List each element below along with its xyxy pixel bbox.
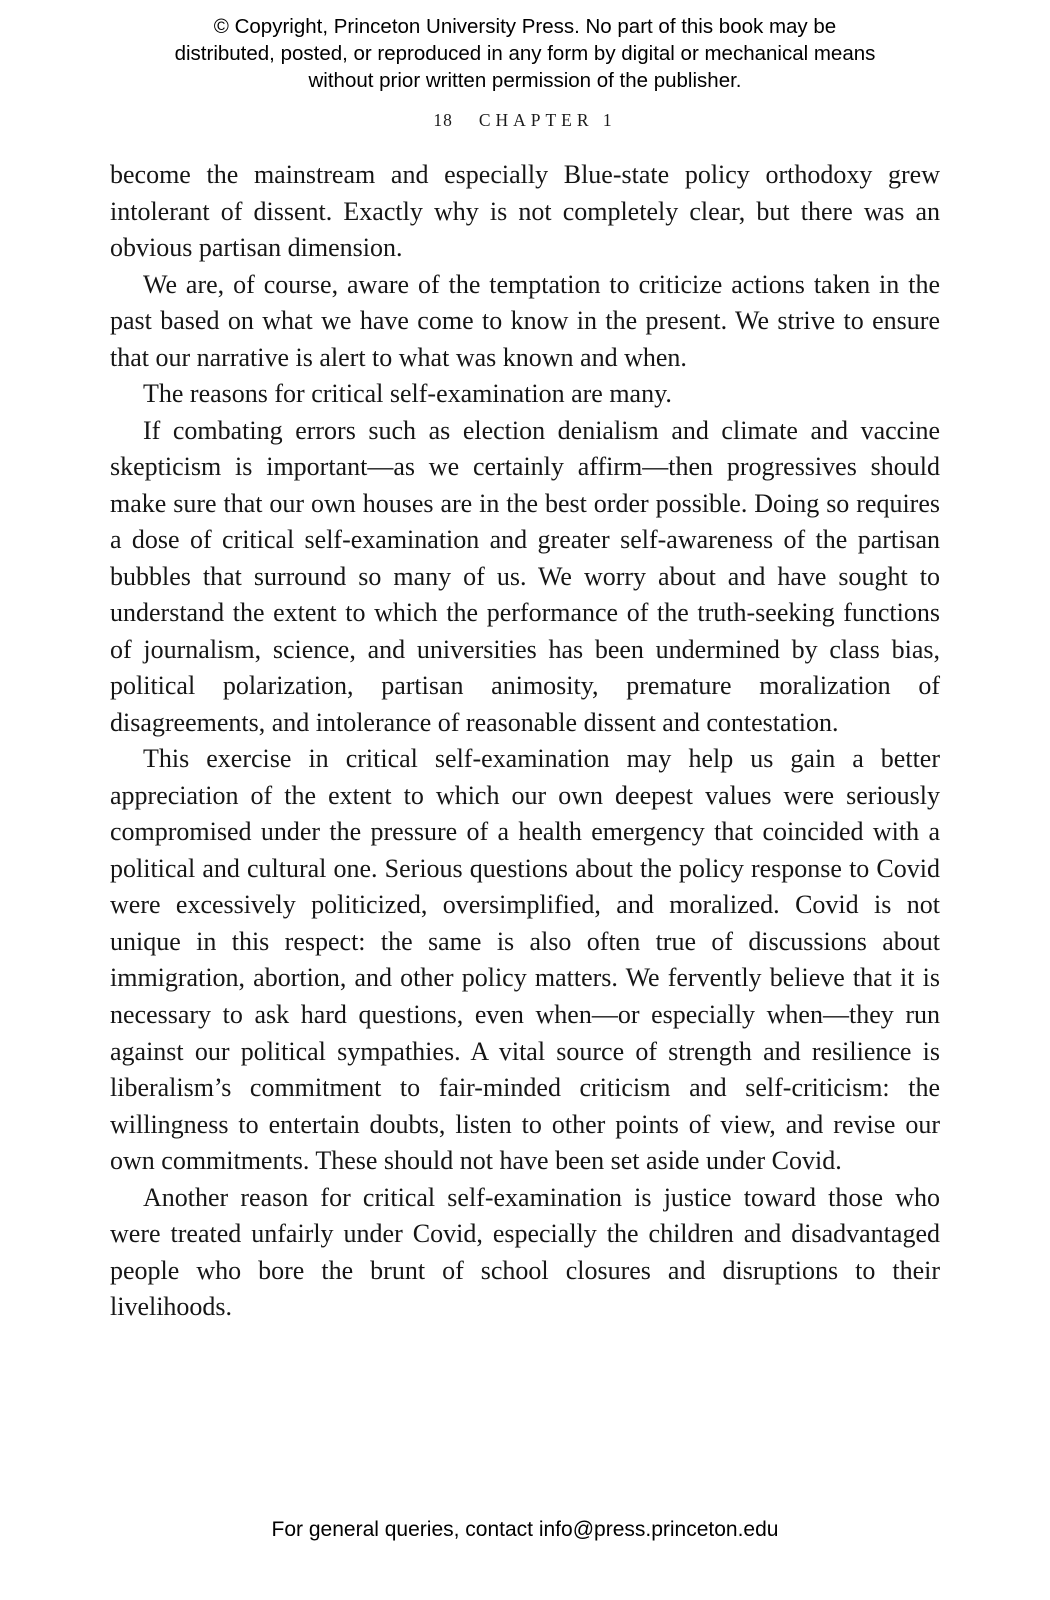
footer-contact: For general queries, contact info@press.princeton.edu [271, 1518, 779, 1541]
running-head [0, 110, 1050, 131]
page-number: 18 [433, 110, 453, 131]
copyright-notice: © Copyright, Princeton University Press. No part of this book may be distributed, posted, or reproduced in any form by digital or mechanical means without prior written permission of the publisher. [174, 15, 876, 93]
body-paragraph: become the mainstream and especially Blue-state policy orthodoxy grew intolerant of dissent. Exactly why is not completely clear, but there was an obvious partisan dimension. [110, 160, 940, 263]
body-paragraph: This exercise in critical self-examination may help us gain a better appreciation of the extent to which our own deepest values were seriously compromised under the pressure of a health emergency that coincided with a political and cultural one. Serious questions about the policy response to Covid were excessively politicized, oversimplified, and moralized. Covid is not unique in this respect: the same is also often true of discussions about immigration, abortion, and other policy matters. We fervently believe that it is necessary to ask hard questions, even when—or especially when—they run against our political sympathies. A vital source of strength and resilience is liberalism’s commitment to fair-minded criticism and self-criticism: the willingness to entertain doubts, listen to other points of view, and revise our own commitments. These should not have been set aside under Covid. [110, 744, 940, 1176]
body-paragraph: Another reason for critical self-examination is justice toward those who were treated unfairly under Covid, especially the children and disadvantaged people who bore the brunt of school closures and disruptions to their livelihoods. [110, 1182, 940, 1322]
body-paragraph: If combating errors such as election denialism and climate and vaccine skepticism is important—as we certainly affirm—then progressives should make sure that our own houses are in the best order possible. Doing so requires a dose of critical self-examination and greater self-awareness of the partisan bubbles that surround so many of us. We worry about and have sought to understand the extent to which the performance of the truth-seeking functions of journalism, science, and universities has been undermined by class bias, political polarization, partisan animosity, premature moralization of disagreements, and intolerance of reasonable dissent and contestation. [110, 415, 940, 737]
body-text [0, 157, 1050, 1326]
body-paragraph: The reasons for critical self-examination are many. [143, 379, 672, 409]
chapter-label: CHAPTER 1 [478, 110, 617, 131]
body-paragraph: We are, of course, aware of the temptation to criticize actions taken in the past based on what we have come to know in the present. We strive to ensure that our narrative is alert to what was known and when. [110, 269, 940, 372]
